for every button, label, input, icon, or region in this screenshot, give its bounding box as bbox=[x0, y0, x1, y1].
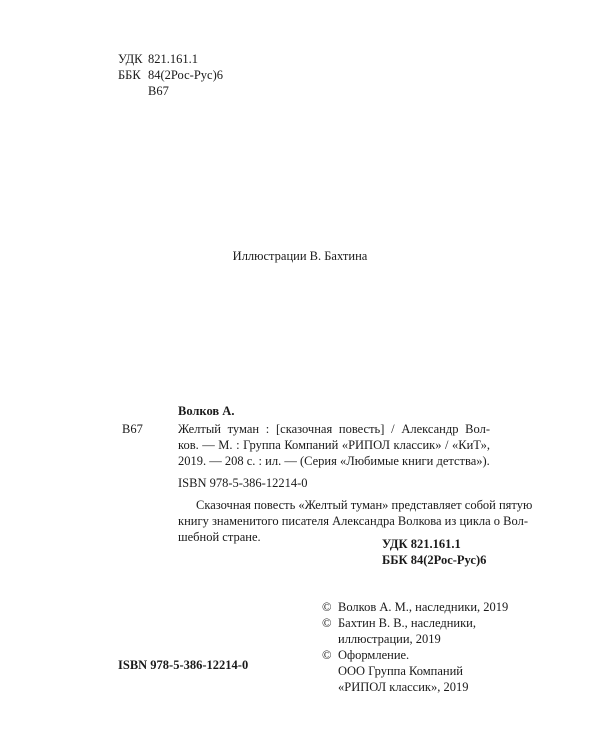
cutter-code: В67 bbox=[148, 84, 169, 98]
classification-block bbox=[118, 51, 223, 99]
copyright-icon: © bbox=[322, 648, 332, 662]
illustrations-credit: Иллюстрации В. Бахтина bbox=[232, 249, 368, 263]
annotation-line: шебной стране. bbox=[178, 530, 261, 544]
record-isbn: ISBN 978-5-386-12214-0 bbox=[178, 476, 308, 490]
bbk-line bbox=[118, 67, 223, 83]
copyright-line: иллюстрации, 2019 bbox=[338, 632, 441, 646]
copyright-icon: © bbox=[322, 616, 332, 630]
copyright-line: Бахтин В. В., наследники, bbox=[338, 616, 476, 630]
description-line: 2019. — 208 с. : ил. — (Серия «Любимые книги детства»). bbox=[178, 454, 490, 468]
udk-bold: УДК 821.161.1 bbox=[382, 537, 461, 551]
annotation-line: книгу знаменитого писателя Александра Волкова из цикла о Вол- bbox=[178, 514, 528, 528]
copyright-line: Оформление. bbox=[338, 648, 410, 662]
udk-label: УДК bbox=[118, 52, 143, 66]
copyright-line: ООО Группа Компаний bbox=[338, 664, 463, 678]
copyright-line: «РИПОЛ классик», 2019 bbox=[338, 680, 469, 694]
copyright-icon: © bbox=[322, 600, 332, 614]
bbk-bold: ББК 84(2Рос-Рус)6 bbox=[382, 553, 487, 567]
copyright-block bbox=[322, 599, 522, 695]
description-line: Желтый туман : [сказочная повесть] / Александр Вол- bbox=[178, 422, 490, 436]
udk-value: 821.161.1 bbox=[148, 52, 198, 66]
bbk-label: ББК bbox=[118, 68, 141, 82]
copyright-line: Волков А. М., наследники, 2019 bbox=[338, 600, 509, 614]
bbk-value: 84(2Рос-Рус)6 bbox=[148, 68, 223, 82]
bibliographic-description bbox=[178, 421, 490, 469]
copyright-item bbox=[322, 615, 522, 647]
annotation-line: Сказочная повесть «Желтый туман» представляет собой пятую bbox=[196, 498, 533, 512]
copyright-item bbox=[322, 599, 522, 615]
classification-bold-block bbox=[382, 536, 486, 568]
record-cutter: В67 bbox=[122, 422, 143, 436]
author-heading: Волков А. bbox=[178, 404, 235, 418]
isbn-footer: ISBN 978-5-386-12214-0 bbox=[118, 658, 249, 672]
udk-line bbox=[118, 51, 223, 67]
copyright-item bbox=[322, 647, 522, 695]
description-line: ков. — М. : Группа Компаний «РИПОЛ классик» / «КиТ», bbox=[178, 438, 490, 452]
